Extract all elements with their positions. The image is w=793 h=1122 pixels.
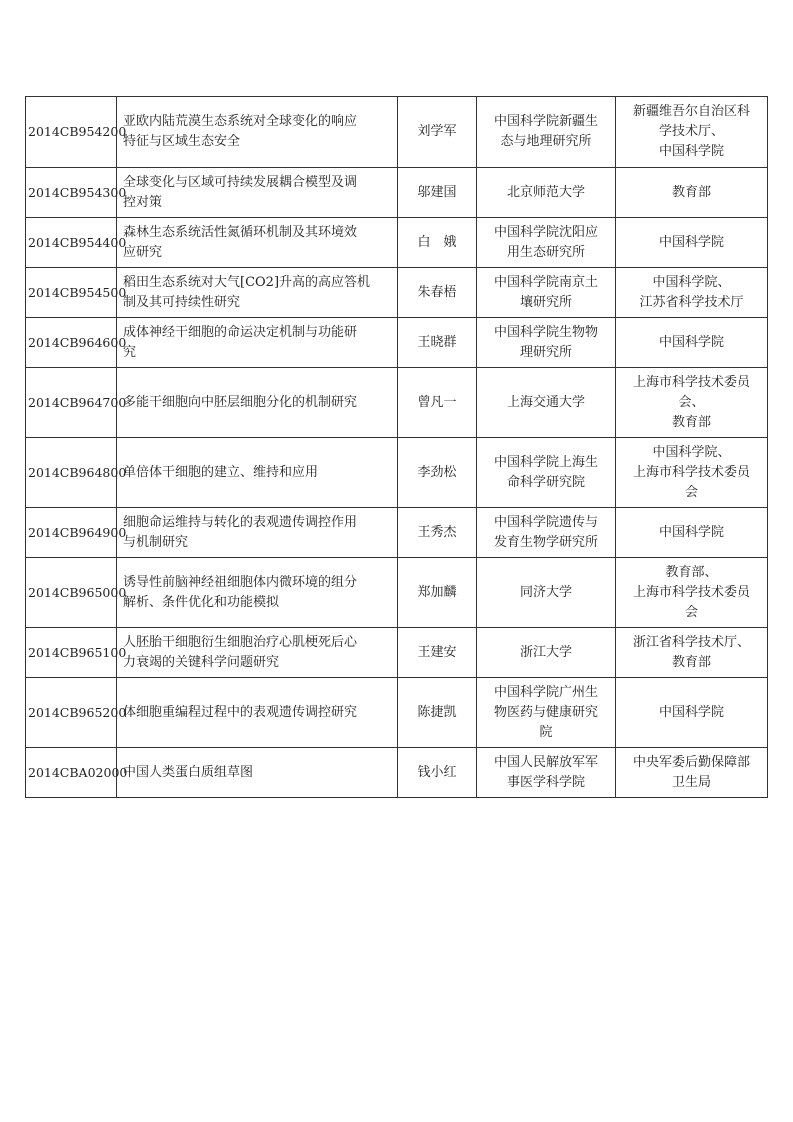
supervising-department-cell: 中国科学院 — [616, 678, 768, 748]
project-title-cell: 诱导性前脑神经祖细胞体内微环境的组分 解析、条件优化和功能模拟 — [117, 558, 398, 628]
host-institution-cell: 中国科学院沈阳应 用生态研究所 — [477, 218, 616, 268]
host-institution-cell: 上海交通大学 — [477, 368, 616, 438]
host-institution-cell: 中国人民解放军军 事医学科学院 — [477, 748, 616, 798]
project-code-cell: 2014CB954200 — [26, 97, 117, 168]
project-code-cell: 2014CB964900 — [26, 508, 117, 558]
project-code-cell: 2014CB965100 — [26, 628, 117, 678]
supervising-department-cell: 教育部、 上海市科学技术委员 会 — [616, 558, 768, 628]
project-leader-cell: 陈捷凯 — [398, 678, 477, 748]
project-leader-cell: 李劲松 — [398, 438, 477, 508]
project-leader-cell: 钱小红 — [398, 748, 477, 798]
supervising-department-cell: 浙江省科学技术厅、 教育部 — [616, 628, 768, 678]
table-row — [26, 748, 768, 798]
project-leader-cell: 王秀杰 — [398, 508, 477, 558]
host-institution-cell: 中国科学院南京土 壤研究所 — [477, 268, 616, 318]
project-leader-cell: 曾凡一 — [398, 368, 477, 438]
project-leader-cell: 朱春梧 — [398, 268, 477, 318]
host-institution-cell: 浙江大学 — [477, 628, 616, 678]
project-table — [25, 96, 768, 798]
supervising-department-cell: 新疆维吾尔自治区科 学技术厅、 中国科学院 — [616, 97, 768, 168]
project-code-cell: 2014CB965000 — [26, 558, 117, 628]
project-code-cell: 2014CB964800 — [26, 438, 117, 508]
supervising-department-cell: 教育部 — [616, 168, 768, 218]
project-code-cell: 2014CB954300 — [26, 168, 117, 218]
project-code-cell: 2014CB954400 — [26, 218, 117, 268]
table-row — [26, 318, 768, 368]
table-row — [26, 97, 768, 168]
host-institution-cell: 中国科学院新疆生 态与地理研究所 — [477, 97, 616, 168]
project-code-cell: 2014CB954500 — [26, 268, 117, 318]
table-row — [26, 678, 768, 748]
supervising-department-cell: 中国科学院、 上海市科学技术委员 会 — [616, 438, 768, 508]
project-code-cell: 2014CB965200 — [26, 678, 117, 748]
project-leader-cell: 白 娥 — [398, 218, 477, 268]
project-leader-cell: 王晓群 — [398, 318, 477, 368]
project-code-cell: 2014CB964600 — [26, 318, 117, 368]
table-row — [26, 508, 768, 558]
project-title-cell: 稻田生态系统对大气[CO2]升高的高应答机 制及其可持续性研究 — [117, 268, 398, 318]
table-row — [26, 268, 768, 318]
project-code-cell: 2014CB964700 — [26, 368, 117, 438]
host-institution-cell: 同济大学 — [477, 558, 616, 628]
supervising-department-cell: 中国科学院 — [616, 508, 768, 558]
project-title-cell: 成体神经干细胞的命运决定机制与功能研 究 — [117, 318, 398, 368]
project-title-cell: 人胚胎干细胞衍生细胞治疗心肌梗死后心 力衰竭的关键科学问题研究 — [117, 628, 398, 678]
table-row — [26, 558, 768, 628]
host-institution-cell: 中国科学院上海生 命科学研究院 — [477, 438, 616, 508]
project-title-cell: 体细胞重编程过程中的表观遗传调控研究 — [117, 678, 398, 748]
supervising-department-cell: 中国科学院 — [616, 218, 768, 268]
project-title-cell: 亚欧内陆荒漠生态系统对全球变化的响应 特征与区域生态安全 — [117, 97, 398, 168]
project-title-cell: 森林生态系统活性氮循环机制及其环境效 应研究 — [117, 218, 398, 268]
table-row — [26, 628, 768, 678]
project-leader-cell: 邬建国 — [398, 168, 477, 218]
project-title-cell: 多能干细胞向中胚层细胞分化的机制研究 — [117, 368, 398, 438]
host-institution-cell: 北京师范大学 — [477, 168, 616, 218]
host-institution-cell: 中国科学院广州生 物医药与健康研究 院 — [477, 678, 616, 748]
table-row — [26, 218, 768, 268]
host-institution-cell: 中国科学院生物物 理研究所 — [477, 318, 616, 368]
project-title-cell: 中国人类蛋白质组草图 — [117, 748, 398, 798]
project-leader-cell: 刘学军 — [398, 97, 477, 168]
project-leader-cell: 王建安 — [398, 628, 477, 678]
project-title-cell: 全球变化与区域可持续发展耦合模型及调 控对策 — [117, 168, 398, 218]
supervising-department-cell: 中国科学院 — [616, 318, 768, 368]
host-institution-cell: 中国科学院遗传与 发育生物学研究所 — [477, 508, 616, 558]
project-title-cell: 细胞命运维持与转化的表观遗传调控作用 与机制研究 — [117, 508, 398, 558]
project-title-cell: 单倍体干细胞的建立、维持和应用 — [117, 438, 398, 508]
project-code-cell: 2014CBA02000 — [26, 748, 117, 798]
supervising-department-cell: 上海市科学技术委员 会、 教育部 — [616, 368, 768, 438]
supervising-department-cell: 中央军委后勤保障部 卫生局 — [616, 748, 768, 798]
table-row — [26, 168, 768, 218]
table-row — [26, 438, 768, 508]
project-leader-cell: 郑加麟 — [398, 558, 477, 628]
table-row — [26, 368, 768, 438]
supervising-department-cell: 中国科学院、 江苏省科学技术厅 — [616, 268, 768, 318]
